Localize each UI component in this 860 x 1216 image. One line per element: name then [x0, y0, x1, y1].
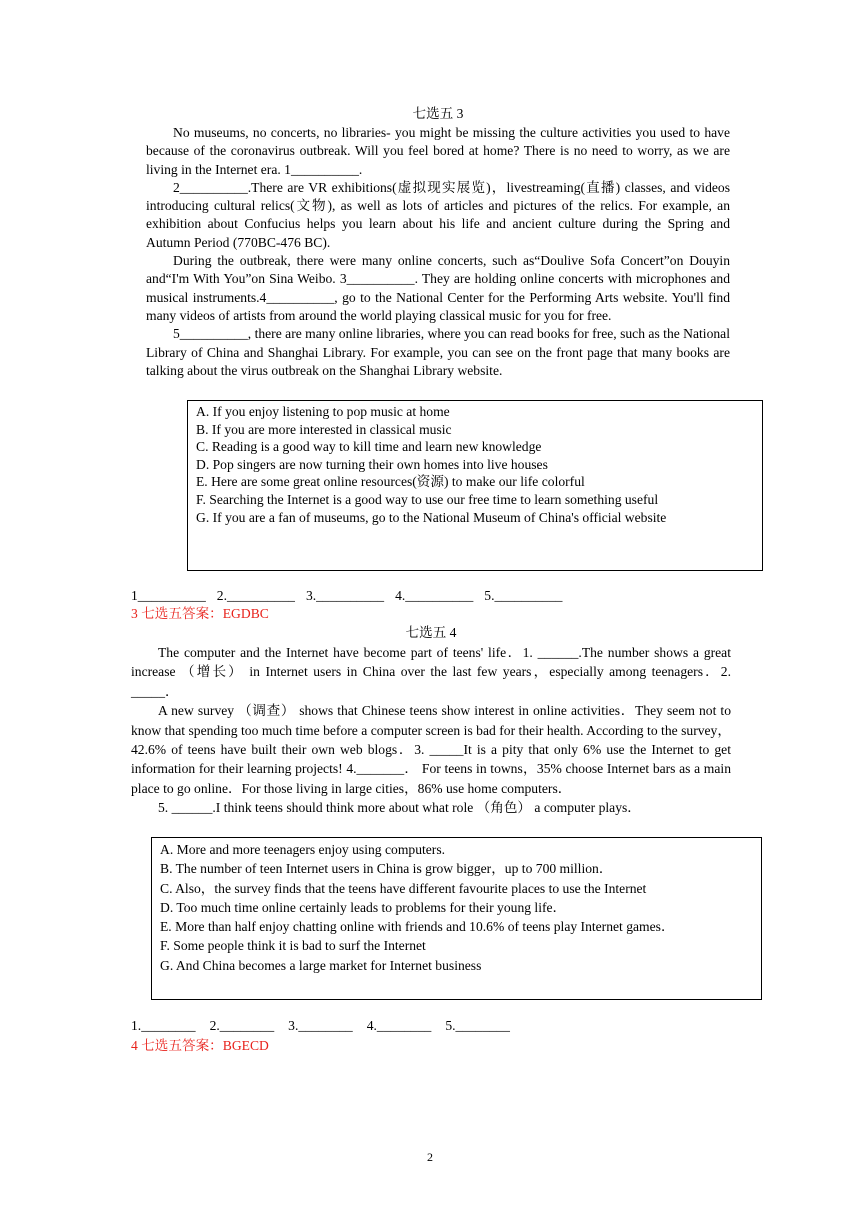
option-f: F. Searching the Internet is a good way to use our free time to learn something useful — [196, 491, 659, 507]
exercise-3-paragraph-2: 2__________.There are VR exhibitions(虚拟现实展览)，livestreaming(直播) classes, and videos introducing cultural relics(文物), as well as lots of articles and pictures of the relics. For example, an exhibition about Confucius helps you learn about his life and ancient culture during the Spring and Autumn Period (770BC-476 BC). — [146, 179, 730, 250]
exercise-4-paragraph-1: The computer and the Internet have become part of teens' life．1. ______.The number shows a great increase （增长） in Internet users in China over the last few years，especially among teenagers．2. _____． — [131, 645, 731, 699]
answer-blank-2[interactable]: 2.__________ — [216, 588, 295, 603]
answer-blank-3[interactable]: 3.__________ — [305, 588, 385, 603]
answer-blank-2[interactable]: 2.________ — [209, 1018, 275, 1033]
option-g: G. If you are a fan of museums, go to the National Museum of China's official website — [196, 509, 667, 525]
exercise-4-paragraph-3: 5. ______.I think teens should think more about what role （角色） a computer plays． — [158, 800, 641, 816]
option-e: E. More than half enjoy chatting online with friends and 10.6% of teens play Internet games． — [160, 919, 675, 935]
exercise-3-paragraph-1: No museums, no concerts, no libraries- you might be missing the culture activities you used to have because of the coronavirus outbreak. Will you feel bored at home? There is no need to worry, as we are living in the Internet era. 1__________. — [146, 125, 730, 177]
exercise-3 — [146, 104, 730, 380]
option-e: E. Here are some great online resources(资源) to make our life colorful — [196, 474, 585, 490]
option-g: G. And China becomes a large market for Internet business — [160, 957, 482, 973]
option-c: C. Reading is a good way to kill time and learn new knowledge — [196, 439, 542, 455]
answer-blank-5[interactable]: 5.________ — [445, 1018, 510, 1033]
exercise-4-answer-blanks — [131, 1017, 521, 1035]
exercise-4 — [131, 623, 731, 818]
page-number: 2 — [427, 1150, 433, 1164]
option-c: C. Also，the survey finds that the teens have different favourite places to use the Internet — [160, 880, 647, 896]
exercise-4-title: 七选五 4 — [405, 625, 457, 640]
answer-blank-1[interactable]: 1.________ — [131, 1018, 196, 1033]
exercise-3-options-box — [187, 400, 763, 571]
option-b: B. The number of teen Internet users in China is grow bigger，up to 700 million． — [160, 861, 613, 877]
option-a: A. More and more teenagers enjoy using computers. — [160, 842, 446, 857]
answer-blank-5[interactable]: 5.__________ — [484, 588, 563, 603]
answer-blank-3[interactable]: 3.________ — [288, 1018, 353, 1033]
option-f: F. Some people think it is bad to surf the Internet — [160, 938, 426, 954]
exercise-3-title: 七选五 3 — [412, 106, 464, 121]
exercise-3-answer-blanks — [131, 587, 573, 605]
exercise-3-answer-key: 3 七选五答案：EGDBC — [131, 606, 269, 621]
option-d: D. Too much time online certainly leads to problems for their young life． — [160, 899, 567, 915]
answer-blank-1[interactable]: 1__________ — [131, 588, 206, 603]
answer-blank-4[interactable]: 4.__________ — [395, 588, 474, 603]
exercise-4-options-box — [151, 837, 762, 1000]
option-b: B. If you are more interested in classical music — [196, 421, 452, 437]
option-d: D. Pop singers are now turning their own homes into live houses — [196, 456, 548, 472]
exercise-3-paragraph-3: During the outbreak, there were many online concerts, such as“Doulive Sofa Concert”on Douyin and“I'm With You”on Sina Weibo. 3__________. They are holding online concerts with microphones and musical instruments.4__________, go to the National Center for the Performing Arts website. You'll find many videos of artists from around the world playing classical music for you for free. — [146, 253, 730, 323]
exercise-3-paragraph-4: 5__________, there are many online libraries, where you can read books for free, such as the National Library of China and Shanghai Library. For example, you can see on the front page that many books are talking about the virus outbreak on the Shanghai Library website. — [146, 326, 730, 378]
exercise-4-answer-key: 4 七选五答案：BGECD — [131, 1038, 269, 1053]
exercise-4-paragraph-2: A new survey （调查） shows that Chinese teens show interest in online activities．They seem not to know that spending too much time before a computer screen is bad for their health. According to the survey，42.6% of teens have built their own web blogs．3. _____It is a pity that only 6% use the Internet to get information for their learning projects! 4._______． For teens in towns，35% choose Internet bars as a main place to go online．For those living in large cities，86% use home computers． — [131, 703, 731, 796]
answer-blank-4[interactable]: 4.________ — [366, 1018, 432, 1033]
option-a: A. If you enjoy listening to pop music at home — [196, 404, 450, 419]
